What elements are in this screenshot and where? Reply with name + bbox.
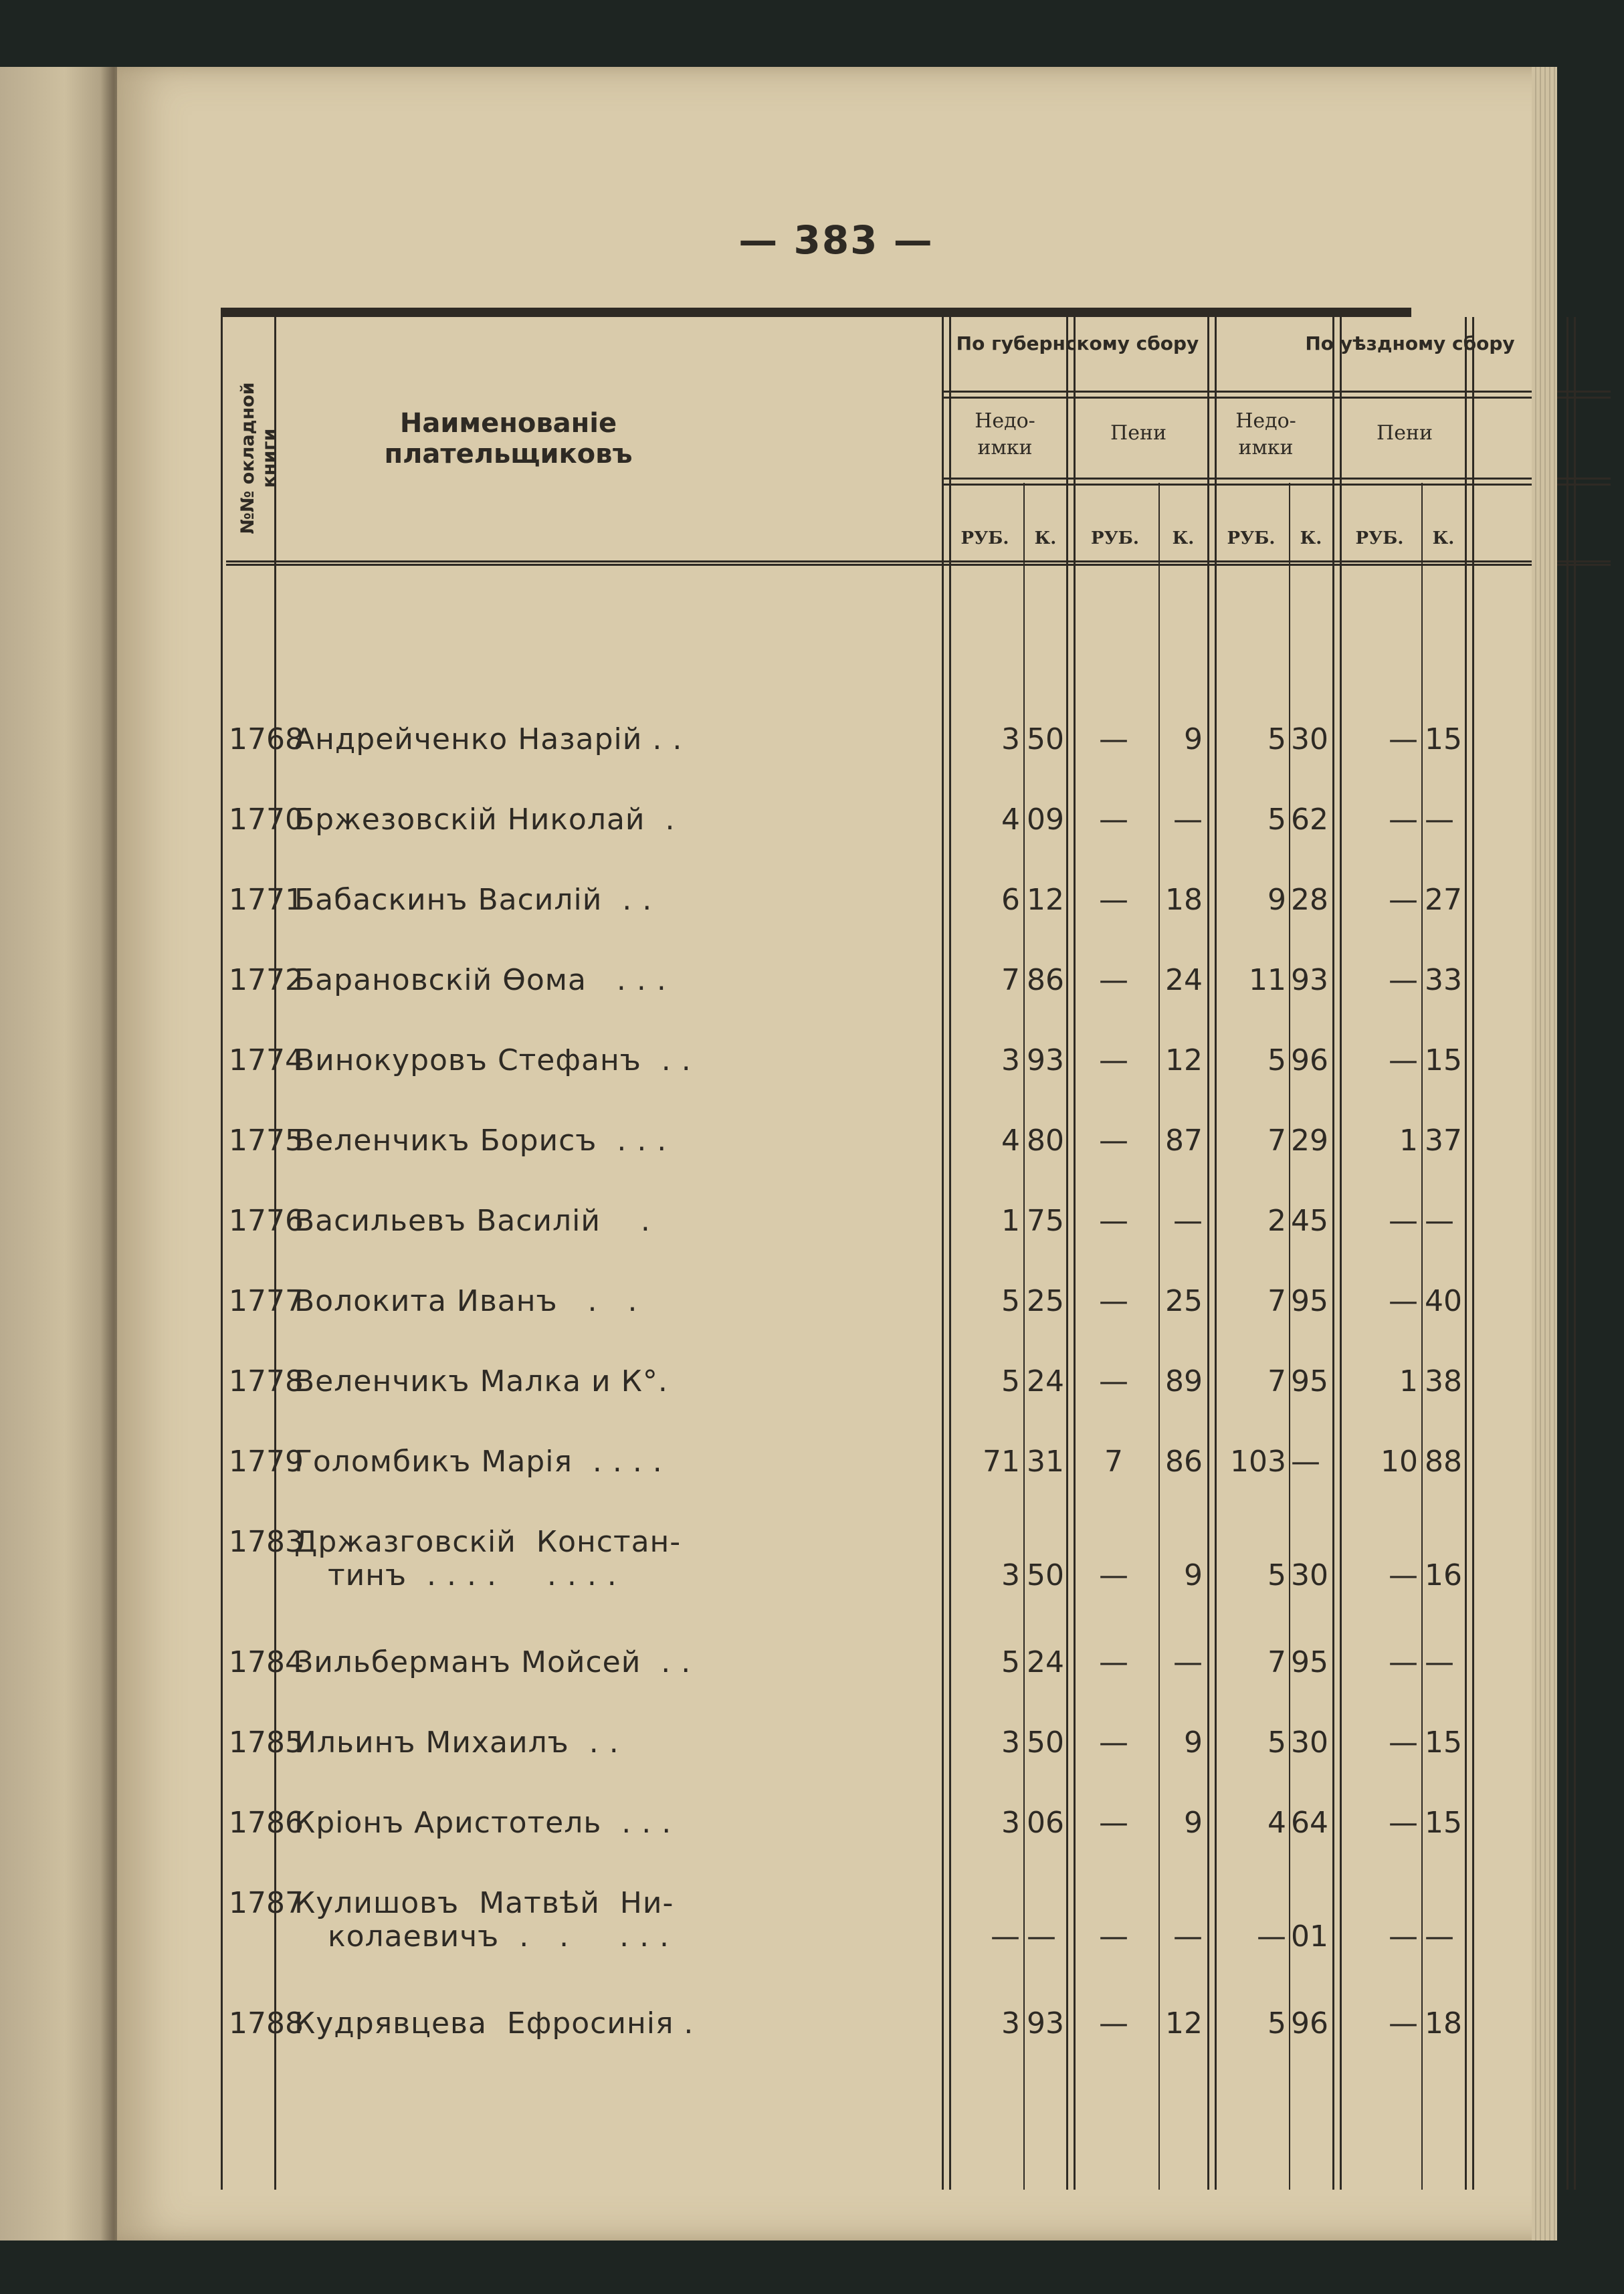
amount-cell: 95 — [1291, 1364, 1328, 1398]
amount-cell: 3 — [1001, 1806, 1020, 1840]
sub-peni-gub: Пени — [1110, 421, 1166, 445]
amount-cell: — — [1425, 1919, 1454, 1954]
table-row — [221, 1511, 1605, 1592]
sub-nedoimki-uezd: Недо- имки — [1235, 409, 1296, 459]
table-row — [221, 869, 1605, 930]
payer-name: Ильинъ Михаилъ . . — [294, 1726, 619, 1760]
amount-cell: — — [1099, 883, 1128, 917]
col-name-header: Наименованіе плательщиковъ — [384, 408, 633, 470]
amount-cell: 86 — [1027, 963, 1064, 997]
payer-name-continued: колаевичъ . . . . . — [328, 1919, 670, 1954]
amount-cell: 4 — [1267, 1806, 1286, 1840]
table-row — [221, 1873, 1605, 1954]
table-row — [221, 1632, 1605, 1692]
table-top-rule — [221, 308, 1411, 317]
amount-cell: 1 — [1001, 1204, 1020, 1238]
amount-cell: 31 — [1027, 1445, 1064, 1479]
col-number-header: №№ окладной книги — [237, 382, 280, 534]
row-number: 1775 — [229, 1124, 304, 1158]
table-row — [221, 1110, 1605, 1170]
unit-rub: РУБ. — [960, 528, 1009, 548]
amount-cell: 3 — [1001, 2006, 1020, 2041]
amount-cell: — — [1389, 1645, 1418, 1679]
table-row — [221, 709, 1605, 769]
row-number: 1787 — [229, 1886, 304, 1920]
amount-cell: — — [1099, 2006, 1128, 2041]
payer-name: Винокуровъ Стефанъ . . — [294, 1043, 692, 1077]
page-stack-edge — [1532, 67, 1557, 2240]
amount-cell: — — [1099, 1558, 1128, 1592]
unit-k: К. — [1300, 528, 1322, 548]
amount-cell: 12 — [1027, 883, 1064, 917]
unit-rub: РУБ. — [1355, 528, 1404, 548]
amount-cell: 10 — [1381, 1445, 1418, 1479]
payer-name: Голомбикъ Марія . . . . — [294, 1445, 663, 1479]
row-number: 1772 — [229, 963, 304, 997]
amount-cell: 27 — [1425, 883, 1462, 917]
amount-cell: 3 — [1001, 1558, 1020, 1592]
amount-cell: 7 — [1267, 1284, 1286, 1318]
amount-cell: — — [1389, 883, 1418, 917]
row-number: 1768 — [229, 722, 304, 756]
amount-cell: 86 — [1165, 1445, 1203, 1479]
row-number: 1774 — [229, 1043, 304, 1077]
amount-cell: — — [1389, 722, 1418, 756]
amount-cell: 24 — [1165, 963, 1203, 997]
amount-cell: 7 — [1104, 1445, 1123, 1479]
amount-cell: 88 — [1425, 1445, 1462, 1479]
amount-cell: 7 — [1267, 1645, 1286, 1679]
amount-cell: — — [1389, 963, 1418, 997]
payer-name: Андрейченко Назарій . . — [294, 722, 683, 756]
payer-name: Васильевъ Василій . — [294, 1204, 651, 1238]
amount-cell: 62 — [1291, 803, 1328, 837]
amount-cell: — — [1257, 1919, 1286, 1954]
amount-cell: 01 — [1291, 1919, 1328, 1954]
amount-cell: 3 — [1001, 722, 1020, 756]
table-row — [221, 950, 1605, 1010]
payer-name: Зильберманъ Мойсей . . — [294, 1645, 692, 1679]
table-row — [221, 1792, 1605, 1853]
row-number: 1778 — [229, 1364, 304, 1398]
row-number: 1770 — [229, 803, 304, 837]
amount-cell: — — [1425, 803, 1454, 837]
amount-cell: — — [1425, 1645, 1454, 1679]
amount-cell: 11 — [1249, 963, 1286, 997]
amount-cell: 5 — [1267, 2006, 1286, 2041]
amount-cell: 25 — [1165, 1284, 1203, 1318]
unit-rub: РУБ. — [1227, 528, 1276, 548]
amount-cell: — — [1291, 1445, 1320, 1479]
amount-cell: 1 — [1399, 1364, 1418, 1398]
sub-peni-uezd: Пени — [1377, 421, 1433, 445]
amount-cell: 9 — [1184, 1726, 1203, 1760]
amount-cell: 15 — [1425, 1806, 1462, 1840]
amount-cell: 16 — [1425, 1558, 1462, 1592]
row-number: 1784 — [229, 1645, 304, 1679]
amount-cell: 3 — [1001, 1726, 1020, 1760]
table-row — [221, 1712, 1605, 1772]
table-row — [221, 1030, 1605, 1090]
amount-cell: 96 — [1291, 2006, 1328, 2041]
amount-cell: 33 — [1425, 963, 1462, 997]
amount-cell: 89 — [1165, 1364, 1203, 1398]
amount-cell: 2 — [1267, 1204, 1286, 1238]
amount-cell: 75 — [1027, 1204, 1064, 1238]
amount-cell: 5 — [1267, 1043, 1286, 1077]
payer-name: Бржезовскій Николай . — [294, 803, 676, 837]
amount-cell: — — [1099, 1364, 1128, 1398]
payer-name-continued: тинъ . . . . . . . . — [328, 1558, 617, 1592]
amount-cell: 45 — [1291, 1204, 1328, 1238]
amount-cell: 12 — [1165, 2006, 1203, 2041]
amount-cell: — — [1027, 1919, 1056, 1954]
amount-cell: 80 — [1027, 1124, 1064, 1158]
row-number: 1786 — [229, 1806, 304, 1840]
sub-rule — [942, 478, 1611, 486]
amount-cell: — — [1099, 803, 1128, 837]
amount-cell: 15 — [1425, 722, 1462, 756]
amount-cell: — — [991, 1919, 1020, 1954]
amount-cell: — — [1099, 1726, 1128, 1760]
amount-cell: 7 — [1267, 1124, 1286, 1158]
amount-cell: 7 — [1267, 1364, 1286, 1398]
sub-nedoimki-gub: Недо- имки — [975, 409, 1035, 459]
amount-cell: 18 — [1425, 2006, 1462, 2041]
payer-name: Волокита Иванъ . . — [294, 1284, 638, 1318]
table-row — [221, 1431, 1605, 1491]
amount-cell: — — [1099, 1919, 1128, 1954]
amount-cell: 9 — [1184, 1806, 1203, 1840]
table-row — [221, 1271, 1605, 1331]
amount-cell: 1 — [1399, 1124, 1418, 1158]
amount-cell: — — [1389, 803, 1418, 837]
amount-cell: — — [1389, 1284, 1418, 1318]
payer-name: Кулишовъ Матвѣй Ни- — [294, 1886, 674, 1920]
table-row — [221, 1351, 1605, 1411]
amount-cell: 9 — [1184, 722, 1203, 756]
amount-cell: 30 — [1291, 1558, 1328, 1592]
amount-cell: — — [1389, 1043, 1418, 1077]
amount-cell: 40 — [1425, 1284, 1462, 1318]
row-number: 1776 — [229, 1204, 304, 1238]
unit-k: К. — [1172, 528, 1195, 548]
amount-cell: — — [1389, 1558, 1418, 1592]
amount-cell: 12 — [1165, 1043, 1203, 1077]
amount-cell: — — [1099, 963, 1128, 997]
row-number: 1788 — [229, 2006, 304, 2041]
group-rule — [942, 391, 1611, 399]
amount-cell: 87 — [1165, 1124, 1203, 1158]
amount-cell: 71 — [983, 1445, 1020, 1479]
amount-cell: — — [1425, 1204, 1454, 1238]
amount-cell: 38 — [1425, 1364, 1462, 1398]
amount-cell: — — [1389, 1919, 1418, 1954]
amount-cell: 5 — [1267, 1726, 1286, 1760]
amount-cell: — — [1389, 1806, 1418, 1840]
amount-cell: 37 — [1425, 1124, 1462, 1158]
amount-cell: — — [1099, 1043, 1128, 1077]
row-number: 1779 — [229, 1445, 304, 1479]
amount-cell: 96 — [1291, 1043, 1328, 1077]
amount-cell: 06 — [1027, 1806, 1064, 1840]
unit-k: К. — [1034, 528, 1057, 548]
amount-cell: 5 — [1001, 1284, 1020, 1318]
amount-cell: 9 — [1184, 1558, 1203, 1592]
amount-cell: 6 — [1001, 883, 1020, 917]
amount-cell: — — [1099, 1806, 1128, 1840]
amount-cell: 95 — [1291, 1645, 1328, 1679]
amount-cell: 5 — [1267, 722, 1286, 756]
amount-cell: — — [1099, 722, 1128, 756]
amount-cell: 15 — [1425, 1726, 1462, 1760]
amount-cell: 50 — [1027, 1726, 1064, 1760]
book-page — [117, 67, 1555, 2240]
amount-cell: — — [1099, 1645, 1128, 1679]
group-uezd-header: По уѣздному сбору — [1305, 332, 1515, 354]
amount-cell: 7 — [1001, 963, 1020, 997]
amount-cell: 5 — [1267, 803, 1286, 837]
amount-cell: 28 — [1291, 883, 1328, 917]
amount-cell: — — [1173, 1204, 1203, 1238]
amount-cell: — — [1389, 2006, 1418, 2041]
table-row — [221, 1993, 1605, 2053]
amount-cell: 4 — [1001, 1124, 1020, 1158]
amount-cell: 93 — [1291, 963, 1328, 997]
amount-cell: — — [1173, 803, 1203, 837]
tax-table — [221, 308, 1515, 2080]
row-number: 1771 — [229, 883, 304, 917]
payer-name: Држазговскій Констан- — [294, 1525, 682, 1559]
amount-cell: 30 — [1291, 722, 1328, 756]
amount-cell: 24 — [1027, 1645, 1064, 1679]
amount-cell: 93 — [1027, 1043, 1064, 1077]
payer-name: Веленчикъ Борисъ . . . — [294, 1124, 668, 1158]
payer-name: Барановскій Ѳома . . . — [294, 963, 667, 997]
amount-cell: 24 — [1027, 1364, 1064, 1398]
row-number: 1783 — [229, 1525, 304, 1559]
amount-cell: 9 — [1267, 883, 1286, 917]
amount-cell: 30 — [1291, 1726, 1328, 1760]
table-row — [221, 789, 1605, 849]
amount-cell: 50 — [1027, 1558, 1064, 1592]
amount-cell: 5 — [1001, 1645, 1020, 1679]
row-number: 1777 — [229, 1284, 304, 1318]
page-number: — 383 — — [738, 217, 934, 263]
unit-k: К. — [1432, 528, 1455, 548]
amount-cell: — — [1173, 1645, 1203, 1679]
amount-cell: — — [1173, 1919, 1203, 1954]
amount-cell: 18 — [1165, 883, 1203, 917]
table-row — [221, 1190, 1605, 1251]
amount-cell: 09 — [1027, 803, 1064, 837]
amount-cell: — — [1389, 1726, 1418, 1760]
amount-cell: — — [1099, 1124, 1128, 1158]
amount-cell: 4 — [1001, 803, 1020, 837]
amount-cell: 29 — [1291, 1124, 1328, 1158]
amount-cell: 5 — [1267, 1558, 1286, 1592]
amount-cell: — — [1099, 1284, 1128, 1318]
amount-cell: — — [1389, 1204, 1418, 1238]
payer-name: Кріонъ Аристотель . . . — [294, 1806, 672, 1840]
amount-cell: 64 — [1291, 1806, 1328, 1840]
amount-cell: 103 — [1230, 1445, 1286, 1479]
payer-name: Веленчикъ Малка и К°. — [294, 1364, 668, 1398]
unit-rub: РУБ. — [1091, 528, 1139, 548]
amount-cell: 3 — [1001, 1043, 1020, 1077]
amount-cell: 5 — [1001, 1364, 1020, 1398]
amount-cell: 93 — [1027, 2006, 1064, 2041]
amount-cell: 25 — [1027, 1284, 1064, 1318]
group-gub-header: По губернскому сбору — [956, 332, 1199, 354]
amount-cell: 50 — [1027, 722, 1064, 756]
amount-cell: 15 — [1425, 1043, 1462, 1077]
left-page-edge — [0, 67, 117, 2240]
header-bottom-rule — [226, 560, 1611, 566]
payer-name: Кудрявцева Ефросинія . — [294, 2006, 694, 2041]
payer-name: Бабаскинъ Василій . . — [294, 883, 653, 917]
amount-cell: — — [1099, 1204, 1128, 1238]
row-number: 1785 — [229, 1726, 304, 1760]
amount-cell: 95 — [1291, 1284, 1328, 1318]
